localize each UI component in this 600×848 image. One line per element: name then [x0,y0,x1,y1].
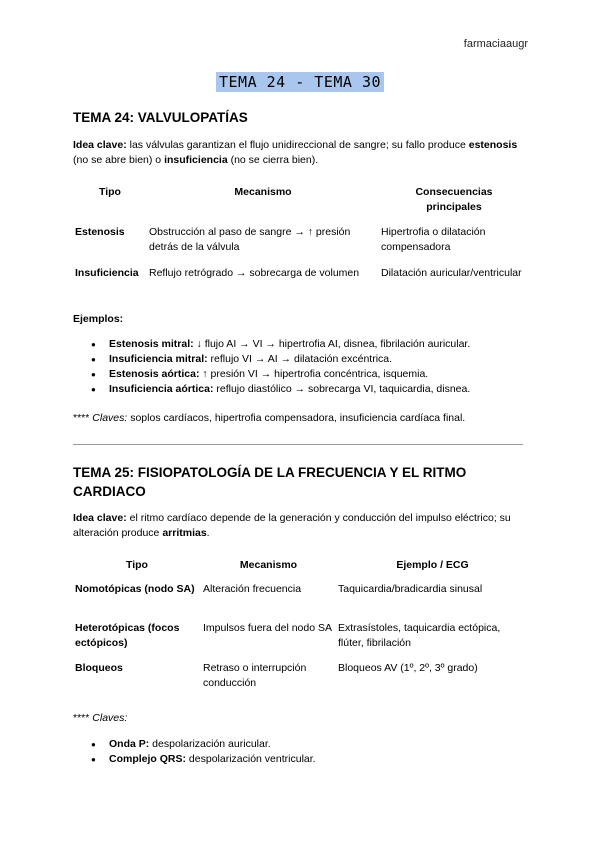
tema25-claves-list [73,737,533,767]
table-header: Ejemplo / ECG [396,559,469,571]
claves-stars: **** [73,712,90,724]
valvulopatias-table [73,185,529,306]
idea-term: estenosis [468,139,518,151]
list-item-term: Insuficiencia mitral: [109,353,208,365]
list-item-term: Estenosis aórtica: [109,368,200,380]
table-row [73,225,529,266]
tema25-claves [73,711,533,726]
tema24-heading: TEMA 24: VALVULOPATÍAS [73,110,248,125]
table-row [73,621,529,661]
tema24-idea-paragraph [73,138,533,168]
list-item-text: reflujo diastólico → sobrecarga VI, taquicardia, disnea. [213,383,471,395]
table-cell: Impulsos fuera del nodo SA [203,622,332,634]
list-item [109,337,533,352]
idea-text: el ritmo cardíaco depende de la generación y conducción del impulso eléctrico; su alteración produce [73,512,511,539]
idea-term: arritmias [162,527,207,539]
idea-label: Idea clave: [73,512,127,524]
tema25-table-block [73,558,533,697]
list-item [109,367,533,382]
list-item-term: Onda P: [109,738,150,750]
section-divider [73,444,523,445]
list-item-term: Estenosis mitral: [109,338,194,350]
examples-label: Ejemplos: [73,313,124,325]
idea-text: (no se abre bien) o [73,154,165,166]
list-item-text: ↑ presión VI → hipertrofia concéntrica, isquemia. [199,368,429,380]
tema24-table-block [73,185,533,306]
claves-text: soplos cardíacos, hipertrofia compensadora, insuficiencia cardíaca final. [127,412,466,424]
table-row [73,661,529,697]
list-item [109,752,533,767]
tema25-idea-paragraph [73,511,533,541]
arritmias-table [73,558,529,697]
table-cell: Extrasístoles, taquicardia ectópica, flúter, fibrilación [338,622,501,649]
list-item-text: reflujo VI → AI → dilatación excéntrica. [207,353,393,365]
claves-label: Claves: [92,712,128,724]
watermark: farmaciaaugr [463,38,528,50]
claves-label: Claves: [92,412,128,424]
claves-list [73,737,533,767]
list-item-term: Complejo QRS: [109,753,187,765]
table-cell: Insuficiencia [75,267,139,279]
tema24-heading-block [73,108,533,127]
table-header: Mecanismo [234,186,292,198]
table-cell: Obstrucción al paso de sangre → ↑ presión detrás de la válvula [149,226,351,253]
tema24-examples-label [73,312,533,327]
list-item-text: despolarización auricular. [149,738,271,750]
tema24-examples-list [73,337,533,397]
tema25-heading: TEMA 25: FISIOPATOLOGÍA DE LA FRECUENCIA Y EL RITMO CARDIACO [73,465,467,499]
table-cell: Taquicardia/bradicardia sinusal [338,583,483,595]
table-cell: Estenosis [75,226,125,238]
table-cell: Heterotópicas (focos ectópicos) [75,622,180,649]
table-cell: Retraso o interrupción conducción [203,662,307,689]
list-item [109,352,533,367]
idea-text: . [206,527,210,539]
table-row [73,582,529,621]
idea-label: Idea clave: [73,139,127,151]
list-item-text: ↓ flujo AI → VI → hipertrofia AI, disnea, fibrilación auricular. [193,338,471,350]
list-item-text: despolarización ventricular. [186,753,316,765]
table-header-row [73,185,529,225]
table-cell: Reflujo retrógrado → sobrecarga de volumen [149,267,360,279]
claves-stars: **** [73,412,90,424]
table-header: Tipo [126,559,148,571]
idea-term: insuficiencia [164,154,228,166]
page-title: TEMA 24 - TEMA 30 [216,72,384,92]
idea-text: (no se cierra bien). [227,154,319,166]
table-cell: Dilatación auricular/ventricular [381,267,522,279]
tema24-idea [73,138,533,168]
table-header: Tipo [99,186,121,198]
idea-text: las válvulas garantizan el flujo unidireccional de sangre; su fallo produce [126,139,469,151]
table-cell: Bloqueos AV (1º, 2º, 3º grado) [338,662,478,674]
page-title-container [0,72,600,92]
tema25-idea [73,511,533,541]
table-cell: Bloqueos [75,662,123,674]
table-header: Consecuencias principales [415,186,493,213]
table-cell: Nomotópicas (nodo SA) [75,583,195,595]
tema25-heading-block [73,463,533,501]
tema24-claves [73,411,533,426]
list-item [109,382,533,397]
list-item-term: Insuficiencia aórtica: [109,383,214,395]
table-header: Mecanismo [239,559,298,571]
examples-list [73,337,533,397]
list-item [109,737,533,752]
table-cell: Hipertrofia o dilatación compensadora [381,226,486,253]
table-row [73,266,529,306]
table-cell: Alteración frecuencia [203,583,302,595]
table-header-row [73,558,529,582]
